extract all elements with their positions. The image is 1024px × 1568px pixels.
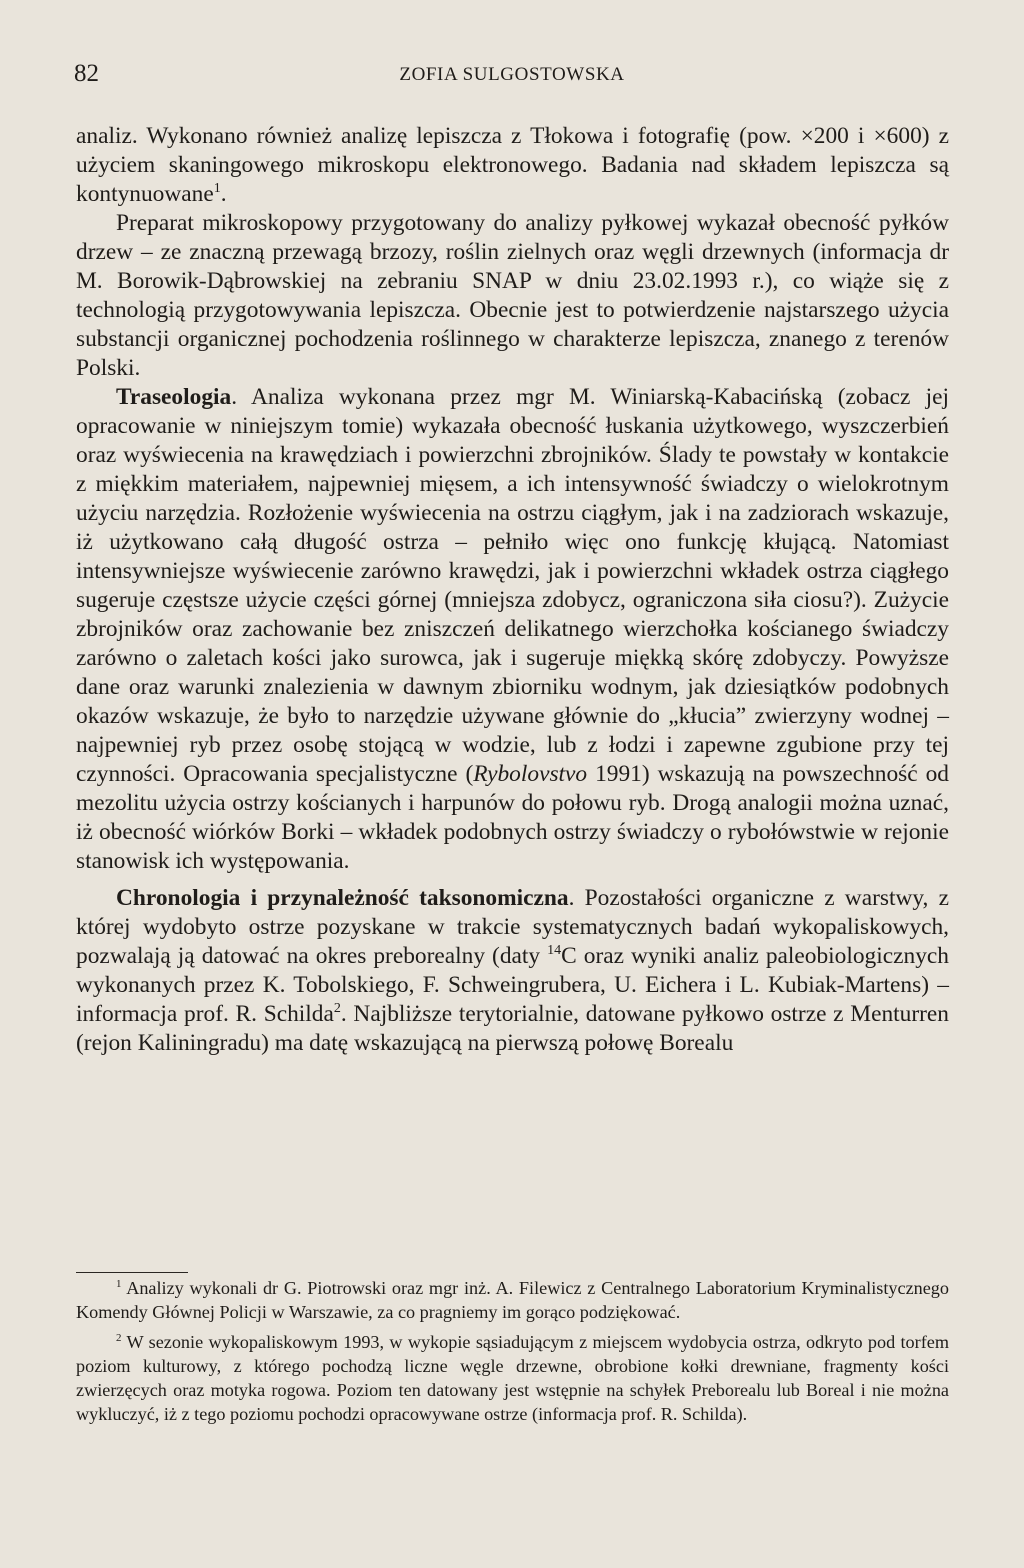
page-number: 82 — [74, 60, 99, 87]
running-head: ZOFIA SULGOSTOWSKA — [399, 64, 625, 85]
italic-citation: Rybolovstvo — [473, 761, 588, 787]
isotope-superscript: 14 — [547, 942, 562, 959]
footnote — [76, 1276, 949, 1324]
footnote-text: W sezonie wykopaliskowym 1993, w wykopie sąsiadującym z miejscem wydobycia ostrza, odkryto pod torfem poziom kulturowy, z którego pochodzą liczne węgle drzewne, obrobione kołki drewniane, fragmenty kości zwierzęcych oraz motyka rogowa. Poziom ten datowany jest wstępnie na schyłek Preborealu lub Boreal i nie można wykluczyć, iż z tego poziomu pochodzi opracowywane ostrze (informacja prof. R. Schilda). — [76, 1332, 949, 1424]
paragraph-text: analiz. Wykonano również analizę lepiszcza z Tłokowa i fotografię (pow. ×200 i ×600) z użyciem skaningowego mikroskopu elektronowego. Badania nad składem lepiszcza są kontynuowane — [76, 123, 949, 207]
paragraph — [76, 884, 949, 1058]
footnote-ref: 1 — [213, 180, 221, 197]
footnote-mark: 2 — [116, 1331, 122, 1344]
paragraph — [76, 383, 949, 876]
section-heading: Chronologia i przynależność taksonomiczna — [116, 885, 569, 911]
paragraph — [76, 122, 949, 209]
footnote-divider — [76, 1272, 188, 1273]
paragraph-text: Preparat mikroskopowy przygotowany do analizy pyłkowej wykazał obecność pyłków drzew – ze znaczną przewagą brzozy, roślin zielnych oraz węgli drzewnych (informacja dr M. Borowik-Dąbrowskiej na zebraniu SNAP w dniu 23.02.1993 r.), co wiąże się z technologią przygotowywania lepiszcza. Obecnie jest to potwierdzenie najstarszego użycia substancji organicznej pochodzenia roślinnego w charakterze lepiszcza, znanego z terenów Polski. — [76, 210, 949, 381]
paragraph-text: . Analiza wykonana przez mgr M. Winiarską-Kabacińską (zobacz jej opracowanie w niniejszym tomie) wykazała obecność łuskania użytkowego, wyszczerbień oraz wyświecenia na krawędziach i powierzchni zbrojników. Ślady te powstały w kontakcie z miękkim materiałem, najpewniej mięsem, a ich intensywność świadczy o wielokrotnym użyciu narzędzia. Rozłożenie wyświecenia na ostrzu ciągłym, jak i na zadziorach wskazuje, iż użytkowano całą długość ostrza – pełniło więc ono funkcję kłującą. Natomiast intensywniejsze wyświecenie zarówno krawędzi, jak i powierzchni wkładek ostrza ciągłego sugeruje częstsze użycie części górnej (mniejsza zdobycz, ograniczona siła ciosu?). Zużycie zbrojników oraz zachowanie bez zniszczeń delikatnego wierzchołka kościanego świadczy zarówno o zaletach kości jako surowca, jak i sugeruje miękką skórę zdobyczy. Powyższe dane oraz warunki znalezienia w dawnym zbiorniku wodnym, jak dziesiątków podobnych okazów wskazuje, że było to narzędzie używane głównie do „kłucia” zwierzyny wodnej – najpewniej ryb przez osobę stojącą w wodzie, lub z łodzi i zapewne zgubione przy tej czynności. Opracowania specjalistyczne ( — [76, 384, 949, 787]
paragraph-text: C oraz wyniki analiz paleobiologicznych wykonanych przez K. Tobolskiego, F. Schweingrubera, U. Eichera i L. Kubiak-Martens) – informacja prof. R. Schilda — [76, 943, 949, 1027]
footnote — [76, 1330, 949, 1426]
paragraph-text: . Pozostałości organiczne z warstwy, z której wydobyto ostrze pozyskane w trakcie systematycznych badań wykopaliskowych, pozwalają ją datować na okres preborealny (daty — [76, 885, 949, 969]
paragraph-text: . Najbliższe terytorialnie, datowane pyłkowo ostrze z Menturren (rejon Kaliningradu) ma datę wskazującą na pierwszą połowę Borealu — [76, 1001, 949, 1056]
page-header — [74, 56, 950, 96]
paragraph — [76, 209, 949, 383]
footnote-ref: 2 — [333, 1000, 341, 1017]
paragraph-text: . — [220, 181, 227, 207]
footnotes — [76, 1276, 949, 1426]
paragraph-text: 1991) wskazują na powszechność od mezolitu użycia ostrzy kościanych i harpunów do połowu ryb. Drogą analogii można uznać, iż obecność wiórków Borki – wkładek podobnych ostrzy świadczy o rybołówstwie w rejonie stanowisk ich występowania. — [76, 761, 949, 874]
section-heading: Traseologia — [116, 384, 232, 410]
main-text — [76, 122, 949, 1058]
footnote-text: Analizy wykonali dr G. Piotrowski oraz mgr inż. A. Filewicz z Centralnego Laboratorium Kryminalistycznego Komendy Głównej Policji w Warszawie, za co pragniemy im gorąco podziękować. — [76, 1278, 949, 1322]
footnote-mark: 1 — [116, 1277, 122, 1290]
